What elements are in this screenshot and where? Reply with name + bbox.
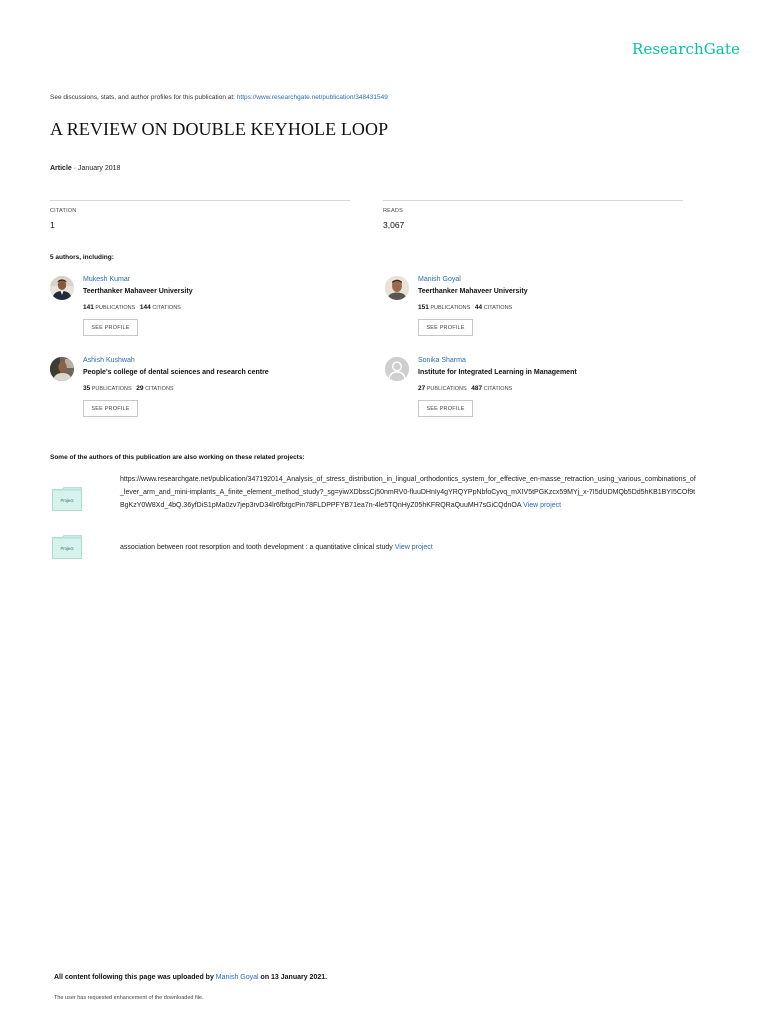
citations-label: CITATIONS bbox=[145, 386, 174, 392]
project-url-text: https://www.researchgate.net/publication/347192014_Analysis_of_stress_distribution_in_lingual_orthodontics_system_for_effective_en-masse_retraction_using_various_combinations_of_lever_arm_and_mini-implants_A_finite_element_method_study?_sg=yiwXDbssCj50nmRV0-fluuDHnIy4gYRQYPpNbfoCyvq_mXIV5tPGKzcx59MYj_x-7I5dUDMQb5Dd5hKB1BYI5COf9tBgKzY0W8Xd_4bQ.36yfDiS1pMa0zv7jep3rvD34lr6fbtgcPin78FLDPPFYB71ea7n-4le5TQnHyZ05hKFRQRaQuuMH7sGiCQdnOA bbox=[120, 476, 696, 510]
avatar[interactable] bbox=[50, 357, 74, 381]
avatar[interactable] bbox=[50, 276, 74, 300]
citations-count: 44 bbox=[474, 304, 483, 311]
researchgate-logo[interactable]: ResearchGate bbox=[632, 40, 740, 58]
project-description bbox=[120, 541, 696, 554]
author-stats bbox=[83, 385, 174, 392]
publication-url-link[interactable]: https://www.researchgate.net/publication/348431549 bbox=[236, 94, 388, 101]
discussion-text: See discussions, stats, and author profiles for this publication at: bbox=[50, 94, 237, 101]
project-description bbox=[120, 473, 696, 513]
author-stats bbox=[418, 304, 512, 311]
author-name-link[interactable]: Mukesh Kumar bbox=[83, 276, 131, 283]
citation-value: 1 bbox=[50, 220, 55, 230]
citations-label: CITATIONS bbox=[152, 305, 181, 311]
project-title-text: association between root resorption and tooth development : a quantitative clinical study bbox=[120, 544, 395, 551]
publications-label: PUBLICATIONS bbox=[95, 305, 136, 311]
article-type: Article bbox=[50, 165, 72, 172]
publications-label: PUBLICATIONS bbox=[91, 386, 132, 392]
author-institution: Teerthanker Mahaveer University bbox=[83, 288, 193, 295]
author-institution: Teerthanker Mahaveer University bbox=[418, 288, 528, 295]
avatar[interactable] bbox=[385, 276, 409, 300]
citations-count: 487 bbox=[471, 385, 483, 392]
publications-count: 27 bbox=[418, 385, 426, 392]
publications-label: PUBLICATIONS bbox=[426, 386, 467, 392]
author-name-link[interactable]: Sonika Sharma bbox=[418, 357, 466, 364]
uploader-link[interactable]: Manish Goyal bbox=[215, 974, 259, 981]
publications-count: 141 bbox=[83, 304, 94, 311]
see-profile-button[interactable]: SEE PROFILE bbox=[418, 319, 473, 336]
view-project-link[interactable]: View project bbox=[523, 502, 562, 510]
project-icon[interactable] bbox=[52, 535, 82, 559]
project-icon-label: Project bbox=[60, 546, 74, 551]
view-project-link[interactable]: View project bbox=[394, 544, 433, 551]
see-profile-button[interactable]: SEE PROFILE bbox=[83, 400, 138, 417]
author-card bbox=[50, 276, 350, 342]
project-icon[interactable] bbox=[52, 487, 82, 511]
author-institution: Institute for Integrated Learning in Management bbox=[418, 369, 577, 376]
reads-value: 3,067 bbox=[383, 220, 405, 230]
author-stats bbox=[83, 304, 181, 311]
citation-label: CITATION bbox=[50, 208, 77, 214]
authors-heading: 5 authors, including: bbox=[50, 254, 114, 261]
user-placeholder-icon[interactable] bbox=[385, 357, 409, 381]
publications-count: 35 bbox=[83, 385, 91, 392]
discussion-note bbox=[50, 94, 388, 101]
author-card bbox=[385, 276, 685, 342]
publications-label: PUBLICATIONS bbox=[430, 305, 471, 311]
upload-prefix: All content following this page was uploaded by bbox=[54, 974, 216, 981]
project-icon-label: Project bbox=[60, 498, 74, 503]
article-title: A REVIEW ON DOUBLE KEYHOLE LOOP bbox=[50, 119, 389, 139]
reads-divider bbox=[383, 200, 683, 201]
author-stats bbox=[418, 385, 512, 392]
author-name-link[interactable]: Manish Goyal bbox=[418, 276, 461, 283]
article-meta: Article · January 2018 bbox=[50, 165, 121, 172]
citations-label: CITATIONS bbox=[483, 386, 513, 392]
author-name-link[interactable]: Ashish Kushwah bbox=[83, 357, 135, 364]
author-card bbox=[50, 357, 350, 423]
article-date: January 2018 bbox=[78, 165, 121, 172]
upload-suffix: on 13 January 2021. bbox=[258, 974, 328, 981]
citation-divider bbox=[50, 200, 350, 201]
author-card bbox=[385, 357, 685, 423]
reads-label: READS bbox=[383, 208, 403, 214]
enhancement-note: The user has requested enhancement of the downloaded file. bbox=[54, 995, 204, 1001]
see-profile-button[interactable]: SEE PROFILE bbox=[83, 319, 138, 336]
citations-label: CITATIONS bbox=[483, 305, 513, 311]
citations-count: 29 bbox=[136, 385, 144, 392]
upload-note bbox=[54, 974, 327, 981]
projects-heading: Some of the authors of this publication are also working on these related projects: bbox=[50, 454, 305, 461]
citations-count: 144 bbox=[139, 304, 151, 311]
publications-count: 151 bbox=[418, 304, 429, 311]
see-profile-button[interactable]: SEE PROFILE bbox=[418, 400, 473, 417]
author-institution: People's college of dental sciences and research centre bbox=[83, 369, 269, 376]
